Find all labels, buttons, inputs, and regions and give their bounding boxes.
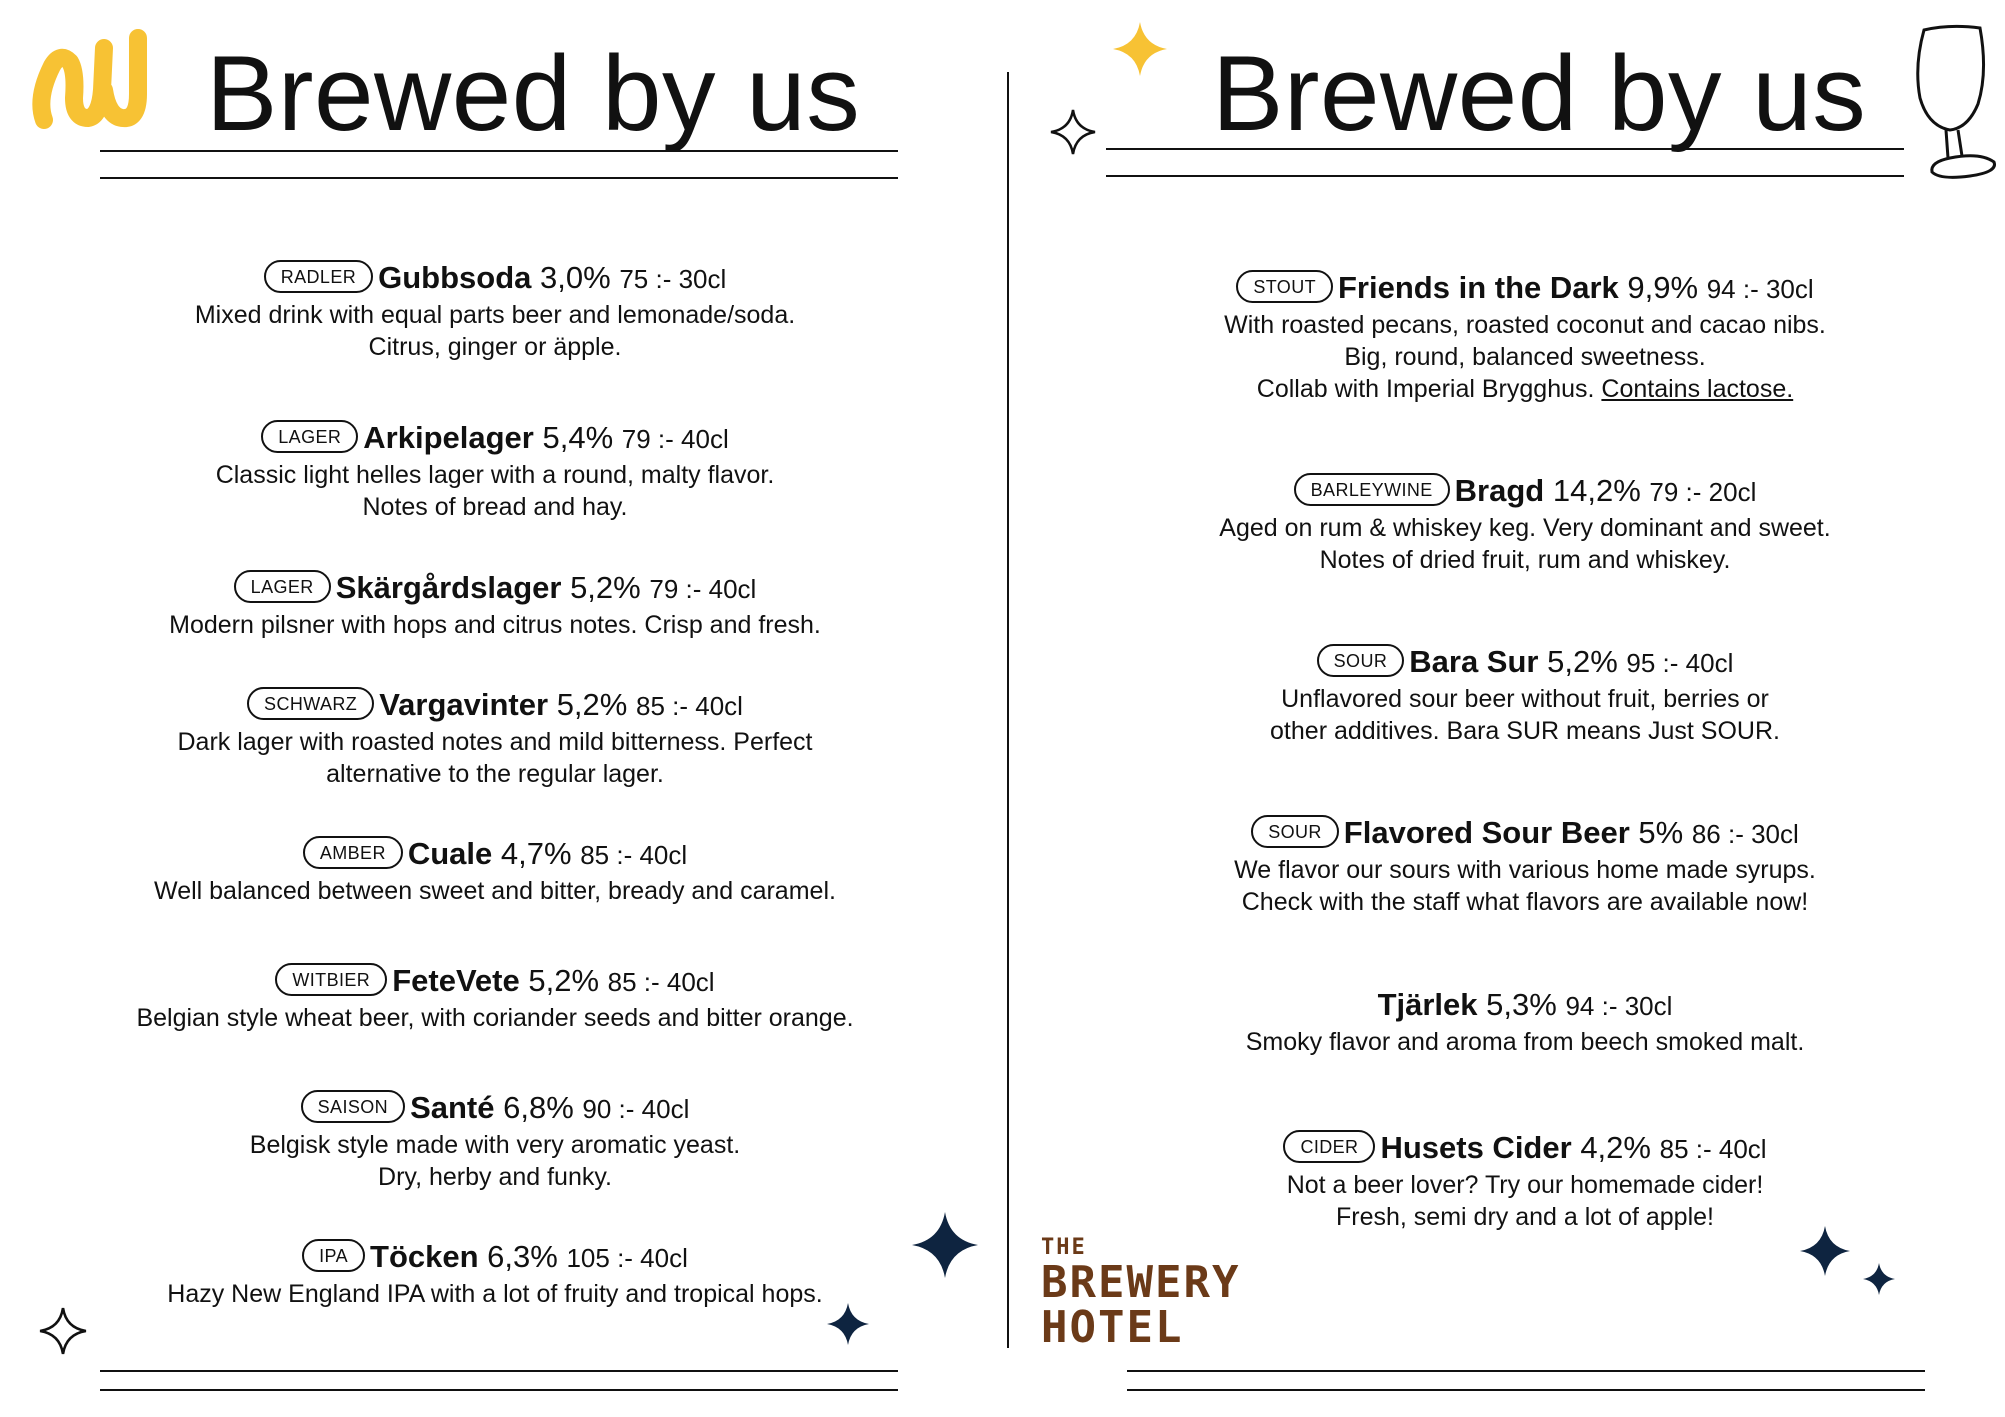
beer-price: 79 :- 40cl (621, 424, 729, 454)
beer-description: Modern pilsner with hops and citrus notes. Crisp and fresh. (169, 611, 821, 639)
wine-glass-icon (1910, 22, 2000, 182)
beer-name: Friends in the Dark (1338, 270, 1619, 305)
beer-name: Tjärlek (1377, 987, 1478, 1022)
left-footer-rule-bottom (100, 1389, 898, 1391)
left-title-rule-top (100, 150, 898, 152)
beer-price: 85 :- 40cl (635, 691, 743, 721)
beer-item (1105, 471, 1945, 576)
style-badge: AMBER (303, 836, 403, 869)
left-title-rule-bottom (100, 177, 898, 179)
beer-price: 85 :- 40cl (1659, 1134, 1767, 1164)
beer-item (1105, 642, 1945, 747)
beer-description: Aged on rum & whiskey keg. Very dominant and sweet. Notes of dried fruit, rum and whiskey. (1219, 514, 1831, 574)
style-badge: SCHWARZ (247, 687, 374, 720)
beer-description: We flavor our sours with various home made syrups. Check with the staff what flavors are available now! (1234, 856, 1816, 916)
style-badge: STOUT (1236, 270, 1333, 303)
style-badge: SOUR (1317, 644, 1405, 677)
beer-description: Mixed drink with equal parts beer and lemonade/soda. Citrus, ginger or äpple. (194, 301, 796, 361)
beer-item (70, 1237, 920, 1310)
beer-item (70, 685, 920, 790)
outline-sparkle-icon (38, 1306, 88, 1356)
beer-name: Vargavinter (379, 687, 549, 722)
beer-description: Smoky flavor and aroma from beech smoked malt. (1245, 1028, 1805, 1056)
beer-abv: 4,2% (1580, 1130, 1651, 1165)
beer-price: 95 :- 40cl (1626, 648, 1734, 678)
beer-item (1105, 985, 1945, 1058)
page-divider (1007, 72, 1009, 1348)
right-title-rule-bottom (1106, 175, 1904, 177)
beer-description: Well balanced between sweet and bitter, bready and caramel. (154, 877, 836, 905)
beer-description: Classic light helles lager with a round, malty flavor. Notes of bread and hay. (215, 461, 775, 521)
beer-price: 85 :- 40cl (607, 967, 715, 997)
beer-abv: 9,9% (1627, 270, 1699, 305)
beer-name: FeteVete (392, 963, 520, 998)
beer-description: Not a beer lover? Try our homemade cider! Fresh, semi dry and a lot of apple! (1286, 1171, 1764, 1231)
brewery-logo-icon (30, 28, 166, 132)
right-title: Brewed by us (1212, 33, 1867, 153)
beer-abv: 5,4% (542, 420, 614, 455)
beer-price: 94 :- 30cl (1706, 274, 1814, 304)
beer-price: 75 :- 30cl (619, 264, 727, 294)
beer-name: Töcken (370, 1239, 479, 1274)
beer-price: 86 :- 30cl (1691, 819, 1799, 849)
style-badge: SAISON (301, 1090, 405, 1123)
beer-item (70, 568, 920, 641)
beer-description: Belgian style wheat beer, with coriander seeds and bitter orange. (136, 1004, 854, 1032)
beer-item (70, 1088, 920, 1193)
beer-name: Cuale (407, 836, 493, 871)
beer-name: Skärgårdslager (335, 570, 562, 605)
beer-name: Husets Cider (1380, 1130, 1572, 1165)
beer-abv: 5,2% (528, 963, 600, 998)
style-badge: CIDER (1283, 1130, 1375, 1163)
yellow-sparkle-icon (1113, 22, 1167, 76)
beer-price: 105 :- 40cl (566, 1243, 688, 1273)
beer-name: Arkipelager (363, 420, 534, 455)
beer-name: Gubbsoda (378, 260, 532, 295)
right-title-rule-top (1106, 148, 1904, 150)
beer-price: 85 :- 40cl (580, 840, 688, 870)
beer-abv: 5,2% (556, 687, 628, 722)
navy-sparkle-icon (827, 1303, 869, 1345)
beer-item (70, 961, 920, 1034)
beer-price: 94 :- 30cl (1565, 991, 1673, 1021)
beer-item (70, 258, 920, 363)
navy-sparkle-icon (912, 1212, 978, 1278)
beer-price: 90 :- 40cl (582, 1094, 690, 1124)
beer-item (1105, 268, 1945, 405)
beer-item (1105, 1128, 1945, 1233)
beer-abv: 5,2% (570, 570, 641, 605)
beer-name: Flavored Sour Beer (1343, 815, 1630, 850)
lactose-note: Contains lactose. (1601, 375, 1794, 403)
beer-item (1105, 813, 1945, 918)
beer-description: Unflavored sour beer without fruit, berries or other additives. Bara SUR means Just SOUR. (1270, 685, 1780, 745)
brewery-hotel-logo: THE BREWERY HOTEL (1041, 1235, 1241, 1353)
style-badge: BARLEYWINE (1294, 473, 1450, 506)
beer-abv: 6,3% (487, 1239, 558, 1274)
left-title: Brewed by us (206, 33, 861, 153)
right-footer-rule-bottom (1127, 1389, 1925, 1391)
navy-sparkle-icon (1863, 1263, 1895, 1295)
beer-abv: 4,7% (500, 836, 572, 871)
style-badge: SOUR (1251, 815, 1339, 848)
style-badge: WITBIER (275, 963, 387, 996)
beer-price: 79 :- 40cl (649, 574, 757, 604)
style-badge: LAGER (261, 420, 358, 453)
beer-description: Hazy New England IPA with a lot of fruity and tropical hops. (167, 1280, 823, 1308)
beer-name: Santé (410, 1090, 495, 1125)
style-badge: RADLER (264, 260, 373, 293)
beer-description: With roasted pecans, roasted coconut and cacao nibs. Big, round, balanced sweetness. Collab with Imperial Brygghus. Contains lactose. (1224, 311, 1826, 403)
outline-sparkle-icon (1049, 108, 1097, 156)
style-badge: LAGER (234, 570, 331, 603)
beer-description: Dark lager with roasted notes and mild bitterness. Perfect alternative to the regular lager. (177, 728, 813, 788)
right-footer-rule-top (1127, 1370, 1925, 1372)
beer-abv: 3,0% (540, 260, 611, 295)
beer-abv: 5,3% (1486, 987, 1557, 1022)
left-footer-rule-top (100, 1370, 898, 1372)
beer-price: 79 :- 20cl (1649, 477, 1757, 507)
beer-description: Belgisk style made with very aromatic yeast. Dry, herby and funky. (249, 1131, 741, 1191)
beer-item (70, 834, 920, 907)
beer-abv: 5% (1638, 815, 1684, 850)
beer-name: Bragd (1454, 473, 1545, 508)
beer-abv: 14,2% (1552, 473, 1641, 508)
style-badge: IPA (302, 1239, 365, 1272)
beer-abv: 5,2% (1547, 644, 1618, 679)
navy-sparkle-icon (1800, 1226, 1850, 1276)
beer-item (70, 418, 920, 523)
beer-abv: 6,8% (503, 1090, 574, 1125)
beer-name: Bara Sur (1409, 644, 1539, 679)
